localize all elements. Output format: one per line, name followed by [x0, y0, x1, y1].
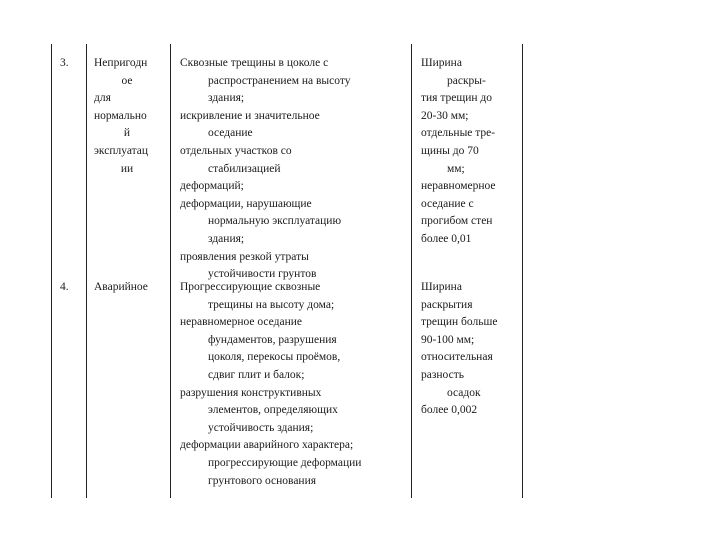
category-line: для — [94, 92, 111, 105]
criteria-line: щины до 70 — [421, 144, 479, 157]
category-line: й — [123, 127, 131, 140]
criteria-line: Ширина — [421, 57, 462, 69]
description-line: стабилизацией — [208, 162, 281, 175]
description-line: деформаций; — [180, 180, 244, 193]
category-line: нормально — [94, 109, 147, 122]
description-line: распространением на высоту — [208, 74, 351, 87]
description-line: деформации, нарушающие — [180, 197, 312, 210]
criteria-line: более 0,01 — [421, 232, 472, 245]
description-line: устойчивость здания; — [208, 421, 314, 434]
damage-criteria — [421, 279, 497, 420]
description-line: здания; — [208, 92, 245, 105]
category-line: эксплуатац — [94, 144, 149, 157]
criteria-line: более 0,002 — [421, 404, 478, 417]
description-line: устойчивости грунтов — [208, 268, 317, 281]
damage-criteria — [421, 55, 496, 249]
row-number: 3. — [60, 57, 69, 69]
criteria-line: осадок — [447, 386, 481, 399]
category-line: Непригодн — [94, 57, 148, 69]
description-line: неравномерное оседание — [180, 316, 302, 329]
criteria-line: Ширина — [421, 281, 462, 293]
description-line: разрушения конструктивных — [180, 386, 322, 399]
description-line: фундаментов, разрушения — [208, 333, 337, 346]
description-line: сдвиг плит и балок; — [208, 368, 305, 381]
column-divider — [86, 44, 87, 498]
description-line: здания; — [208, 232, 245, 245]
damage-description — [180, 279, 361, 490]
description-line: элементов, определяющих — [208, 404, 338, 417]
column-divider — [522, 44, 523, 498]
criteria-line: раскры- — [447, 74, 486, 87]
criteria-line: трещин больше — [421, 316, 498, 329]
criteria-line: разность — [421, 368, 464, 381]
condition-category — [94, 55, 160, 178]
category-line: ое — [121, 74, 133, 87]
description-line: проявления резкой утраты — [180, 250, 309, 263]
description-line: оседание — [208, 127, 253, 140]
description-line: Сквозные трещины в цоколе с — [180, 57, 329, 69]
description-line: Прогрессирующие сквозные — [180, 281, 321, 293]
criteria-line: 20-30 мм; — [421, 109, 469, 122]
criteria-line: мм; — [447, 162, 465, 175]
column-divider — [411, 44, 412, 498]
criteria-line: тия трещин до — [421, 92, 493, 105]
description-line: грунтового основания — [208, 474, 317, 487]
description-line: цоколя, перекосы проёмов, — [208, 351, 341, 364]
description-line: трещины на высоту дома; — [208, 298, 335, 311]
column-divider — [51, 44, 52, 498]
damage-description — [180, 55, 350, 284]
description-line: искривление и значительное — [180, 109, 320, 122]
criteria-line: относительная — [421, 351, 493, 364]
description-line: отдельных участков со — [180, 144, 292, 157]
category-line: Аварийное — [94, 281, 148, 293]
criteria-line: 90-100 мм; — [421, 333, 475, 346]
description-line: деформации аварийного характера; — [180, 439, 354, 452]
row-number: 4. — [60, 281, 69, 293]
condition-category — [94, 279, 160, 297]
description-line: нормальную эксплуатацию — [208, 215, 342, 228]
criteria-line: отдельные тре- — [421, 127, 496, 140]
criteria-line: оседание с — [421, 197, 474, 210]
description-line: прогрессирующие деформации — [208, 456, 362, 469]
criteria-line: раскрытия — [421, 298, 473, 311]
category-line: ии — [120, 162, 134, 175]
column-divider — [170, 44, 171, 498]
criteria-line: прогибом стен — [421, 215, 493, 228]
criteria-line: неравномерное — [421, 180, 496, 193]
